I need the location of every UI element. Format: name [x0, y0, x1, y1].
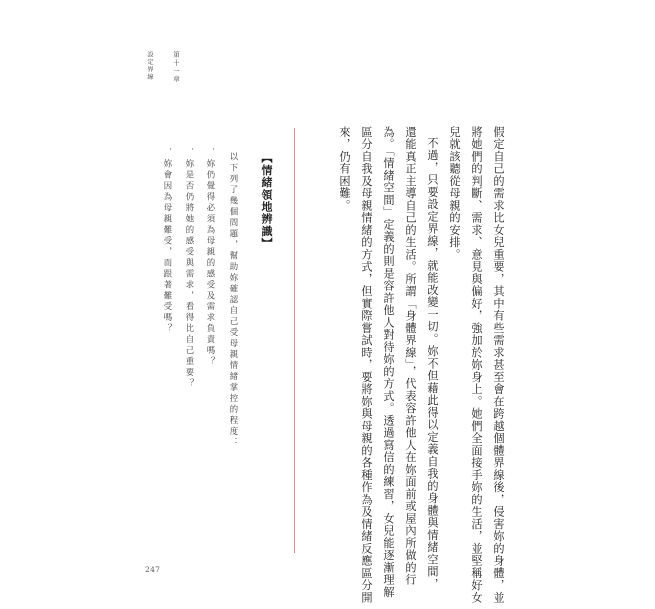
question-item: ．妳會因為母親難受，而跟著難受嗎？ — [163, 148, 173, 335]
exercise-heading: 【情緒領地辨識】 — [260, 152, 273, 250]
body-column: 還能真正主導自己的生活。所謂「身體界線」，代表容許他人在妳面前或屋內所做的行 — [404, 126, 417, 586]
body-column: 不過，只要設定界線，就能改變一切。妳不但藉此得以定義自我的身體與情緒空間， — [426, 137, 439, 591]
body-column: 為。「情緒空間」定義的則是容許他人對待妳的方式。透過寫信的練習，女兒能逐漸理解 — [382, 126, 395, 599]
section-divider — [294, 128, 295, 553]
question-item: ．妳仍覺得必須為母親的感受及需求負責嗎？ — [206, 148, 216, 368]
question-item: ．妳是否仍將她的感受與需求，看得比自己重要？ — [185, 148, 195, 390]
body-column: 來，仍有困難。 — [338, 126, 351, 212]
chapter-number: 第十一章 — [172, 51, 180, 84]
body-column: 兒就該聽從母親的安排。 — [448, 126, 461, 261]
exercise-intro: 以下列了幾個問題，幫助妳確認自己受母親情緒掌控的程度： — [229, 152, 239, 449]
body-column: 假定自己的需求比女兒重要，其中有些需求甚至會在跨越個體界線後，侵害妳的身體，並 — [492, 126, 505, 604]
body-column: 區分自我及母親情緒的方式，但實際嘗試時，要將妳與母親的各種作為及情緒反應區分開 — [360, 126, 373, 604]
page-number: 247 — [145, 565, 161, 574]
body-column: 將她們的判斷、需求、意見與偏好，強加於妳身上。她們全面接手妳的生活，並堅稱好女 — [470, 126, 483, 604]
chapter-title: 設定界線 — [146, 51, 153, 81]
